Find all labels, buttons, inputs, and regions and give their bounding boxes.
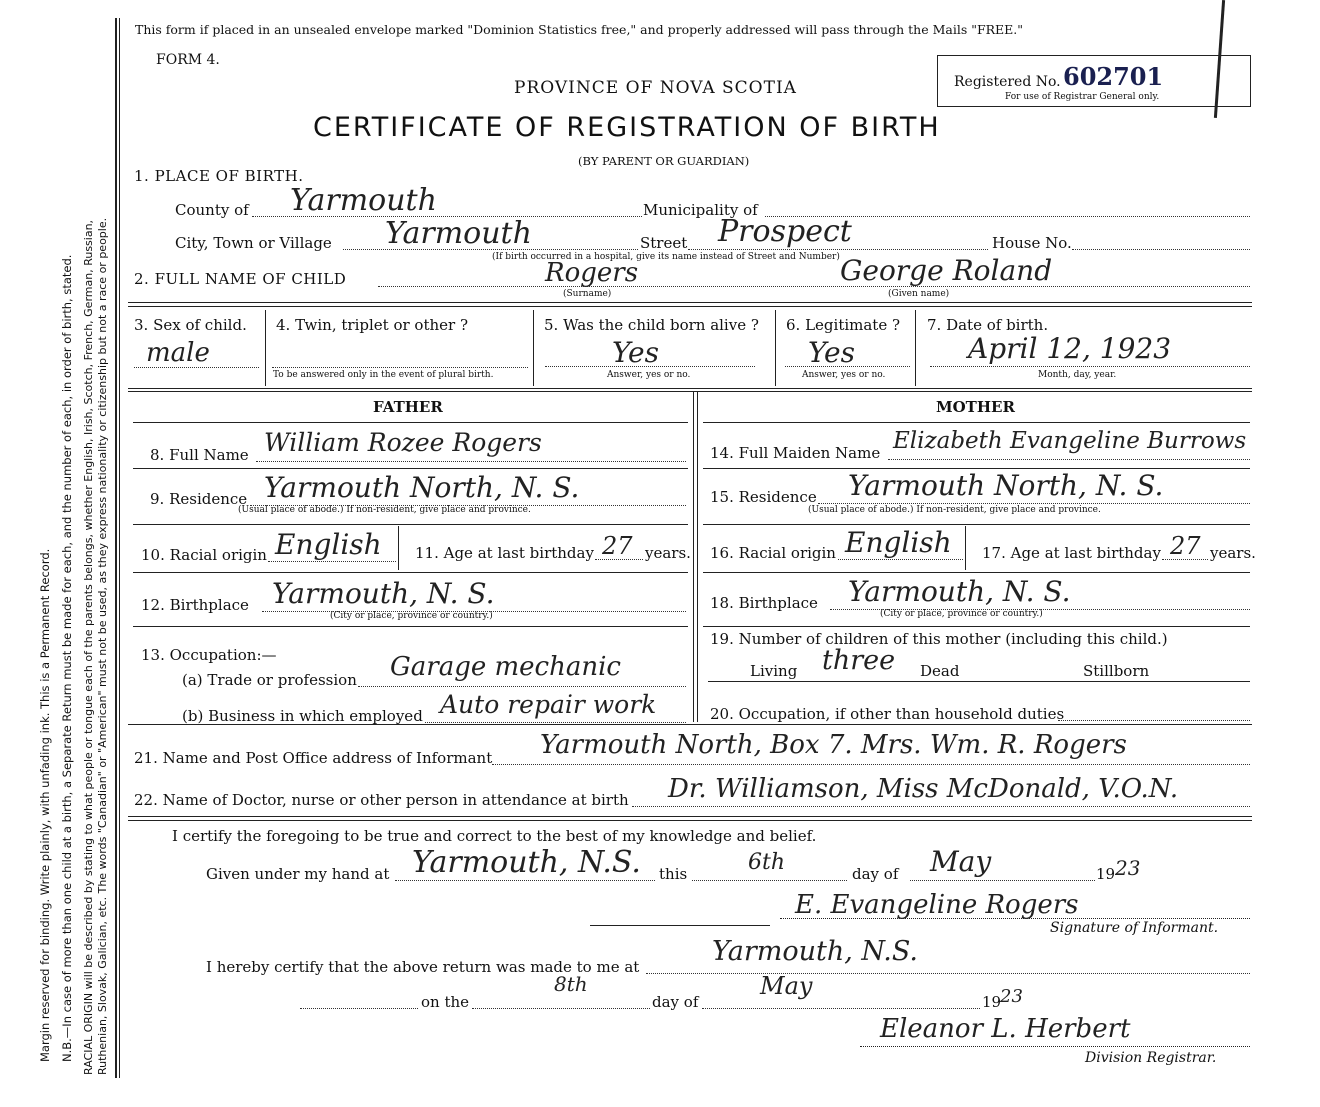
registrar-year-value: 23 xyxy=(1000,986,1023,1007)
registrar-place-value: Yarmouth, N.S. xyxy=(712,936,918,967)
mother-occupation-label: 20. Occupation, if other than household duties xyxy=(710,705,1065,723)
city-value: Yarmouth xyxy=(385,216,532,251)
legitimate-value: Yes xyxy=(808,336,855,369)
certify-day-value: 6th xyxy=(748,850,786,875)
margin-binding-note: Margin reserved for binding. Write plainly, with unfading ink. This is a Permanent Record. xyxy=(38,548,52,1062)
county-value: Yarmouth xyxy=(290,183,437,218)
mother-name-value: Elizabeth Evangeline Burrows xyxy=(893,428,1247,454)
margin-racial-note-2: Ruthenian, Slovak, Galician, etc. The words "Canadian" or "American" must not be used, as they express nationality or citizenship but not a race or people. xyxy=(96,217,109,1075)
mother-residence-label: 15. Residence xyxy=(710,488,817,506)
certify-day-of-label: day of xyxy=(852,865,899,883)
registrar-signature: Eleanor L. Herbert xyxy=(880,1014,1131,1044)
child-surname: Rogers xyxy=(545,258,639,288)
legitimate-label: 6. Legitimate ? xyxy=(786,316,901,334)
certificate-title: CERTIFICATE OF REGISTRATION OF BIRTH xyxy=(313,112,941,143)
mother-years-label: years. xyxy=(1210,544,1256,562)
county-label: County of xyxy=(175,201,249,219)
margin-nb-note: N.B.—In case of more than one child at a birth, a Separate Return must be made for each, and the number of each, in order of birth, stated. xyxy=(60,254,74,1062)
registrar-statement: I hereby certify that the above return was made to me at xyxy=(206,958,640,976)
registrar-use-note: For use of Registrar General only. xyxy=(1005,92,1160,102)
father-years-label: years. xyxy=(645,544,691,562)
mother-name-label: 14. Full Maiden Name xyxy=(710,444,881,462)
registrar-day-of-label: day of xyxy=(652,993,699,1011)
father-business-label: (b) Business in which employed xyxy=(182,707,423,725)
father-age-value: 27 xyxy=(602,532,633,560)
hospital-note: (If birth occurred in a hospital, give its name instead of Street and Number) xyxy=(492,252,840,262)
father-residence-value: Yarmouth North, N. S. xyxy=(264,471,580,504)
twin-label: 4. Twin, triplet or other ? xyxy=(276,316,468,334)
father-race-label: 10. Racial origin xyxy=(141,546,267,564)
father-trade-label: (a) Trade or profession xyxy=(182,671,357,689)
doctor-label: 22. Name of Doctor, nurse or other person in attendance at birth xyxy=(134,791,629,809)
certify-month-value: May xyxy=(930,845,992,878)
municipality-label: Municipality of xyxy=(643,201,758,219)
margin-rule-2 xyxy=(119,18,120,1078)
mother-birthplace-note: (City or place, province or country.) xyxy=(880,609,1043,619)
father-residence-note: (Usual place of abode.) If non-resident, give place and province. xyxy=(238,505,531,515)
this-label: this xyxy=(659,865,688,883)
father-occupation-label: 13. Occupation:— xyxy=(141,646,277,664)
father-heading: FATHER xyxy=(373,398,443,416)
margin-racial-note-1: RACIAL ORIGIN will be described by stating to what people or tongue each of the parents belongs, whether English, Irish, Scotch, French, German, Russian, xyxy=(82,219,95,1075)
registered-label: Registered No. xyxy=(954,74,1061,90)
mail-notice: This form if placed in an unsealed envelope marked "Dominion Statistics free," and properly addressed will pass through the Mails "FREE." xyxy=(135,22,1024,37)
given-place-value: Yarmouth, N.S. xyxy=(412,845,641,880)
mother-residence-value: Yarmouth North, N. S. xyxy=(848,469,1164,502)
born-alive-value: Yes xyxy=(612,336,659,369)
informant-label: 21. Name and Post Office address of Informant xyxy=(134,749,493,767)
informant-signature-label: Signature of Informant. xyxy=(1050,920,1219,936)
mother-living-value: three xyxy=(822,645,896,676)
mother-birthplace-label: 18. Birthplace xyxy=(710,594,818,612)
father-business-value: Auto repair work xyxy=(440,690,657,719)
surname-note: (Surname) xyxy=(563,289,612,299)
form-number: FORM 4. xyxy=(156,52,220,68)
father-trade-value: Garage mechanic xyxy=(390,652,621,682)
father-birthplace-label: 12. Birthplace xyxy=(141,596,249,614)
father-residence-label: 9. Residence xyxy=(150,490,248,508)
certify-year-prefix: 19 xyxy=(1096,865,1116,883)
mother-age-value: 27 xyxy=(1170,532,1201,560)
mother-residence-note: (Usual place of abode.) If non-resident, give place and province. xyxy=(808,505,1101,515)
margin-rule xyxy=(115,18,117,1078)
father-age-label: 11. Age at last birthday xyxy=(415,544,594,562)
born-alive-note: Answer, yes or no. xyxy=(607,370,691,380)
father-race-value: English xyxy=(275,528,382,561)
division-registrar-label: Division Registrar. xyxy=(1085,1050,1217,1066)
given-under-hand-label: Given under my hand at xyxy=(206,865,390,883)
date-of-birth-note: Month, day, year. xyxy=(1038,370,1117,380)
informant-value: Yarmouth North, Box 7. Mrs. Wm. R. Rogers xyxy=(540,730,1127,760)
father-birthplace-value: Yarmouth, N. S. xyxy=(272,577,495,610)
sex-label: 3. Sex of child. xyxy=(134,316,247,334)
date-of-birth-label: 7. Date of birth. xyxy=(927,316,1049,334)
registrar-year-prefix: 19 xyxy=(982,993,1002,1011)
twin-note: To be answered only in the event of plural birth. xyxy=(273,370,494,380)
child-given-name: George Roland xyxy=(840,254,1053,287)
mother-stillborn-label: Stillborn xyxy=(1083,662,1150,680)
certify-statement: I certify the foregoing to be true and correct to the best of my knowledge and belief. xyxy=(172,827,817,845)
registered-number: 602701 xyxy=(1063,62,1164,91)
certificate-subtitle: (BY PARENT OR GUARDIAN) xyxy=(578,154,750,168)
born-alive-label: 5. Was the child born alive ? xyxy=(544,316,759,334)
father-name-label: 8. Full Name xyxy=(150,446,249,464)
full-name-child-label: 2. FULL NAME OF CHILD xyxy=(134,270,347,288)
city-label: City, Town or Village xyxy=(175,234,332,252)
registrar-month-value: May xyxy=(760,972,813,1000)
doctor-value: Dr. Williamson, Miss McDonald, V.O.N. xyxy=(668,774,1179,804)
mother-dead-label: Dead xyxy=(920,662,960,680)
mother-race-value: English xyxy=(845,526,952,559)
mother-birthplace-value: Yarmouth, N. S. xyxy=(848,575,1071,608)
informant-signature: E. Evangeline Rogers xyxy=(795,890,1079,920)
date-of-birth-value: April 12, 1923 xyxy=(968,332,1172,365)
province-title: PROVINCE OF NOVA SCOTIA xyxy=(514,78,797,98)
mother-heading: MOTHER xyxy=(936,398,1015,416)
registrar-day-value: 8th xyxy=(554,972,588,996)
place-of-birth-heading: 1. PLACE OF BIRTH. xyxy=(134,167,304,185)
street-label: Street xyxy=(640,234,688,252)
legitimate-note: Answer, yes or no. xyxy=(802,370,886,380)
father-birthplace-note: (City or place, province or country.) xyxy=(330,611,493,621)
mother-age-label: 17. Age at last birthday xyxy=(982,544,1161,562)
certify-year-value: 23 xyxy=(1115,856,1141,880)
mother-children-label: 19. Number of children of this mother (including this child.) xyxy=(710,630,1168,648)
mother-living-label: Living xyxy=(750,662,798,680)
father-name-value: William Rozee Rogers xyxy=(264,428,542,457)
sex-value: male xyxy=(146,338,210,368)
mother-race-label: 16. Racial origin xyxy=(710,544,836,562)
registrar-on-the-label: on the xyxy=(421,993,470,1011)
street-value: Prospect xyxy=(718,214,852,249)
house-no-label: House No. xyxy=(992,234,1072,252)
given-name-note: (Given name) xyxy=(888,289,950,299)
